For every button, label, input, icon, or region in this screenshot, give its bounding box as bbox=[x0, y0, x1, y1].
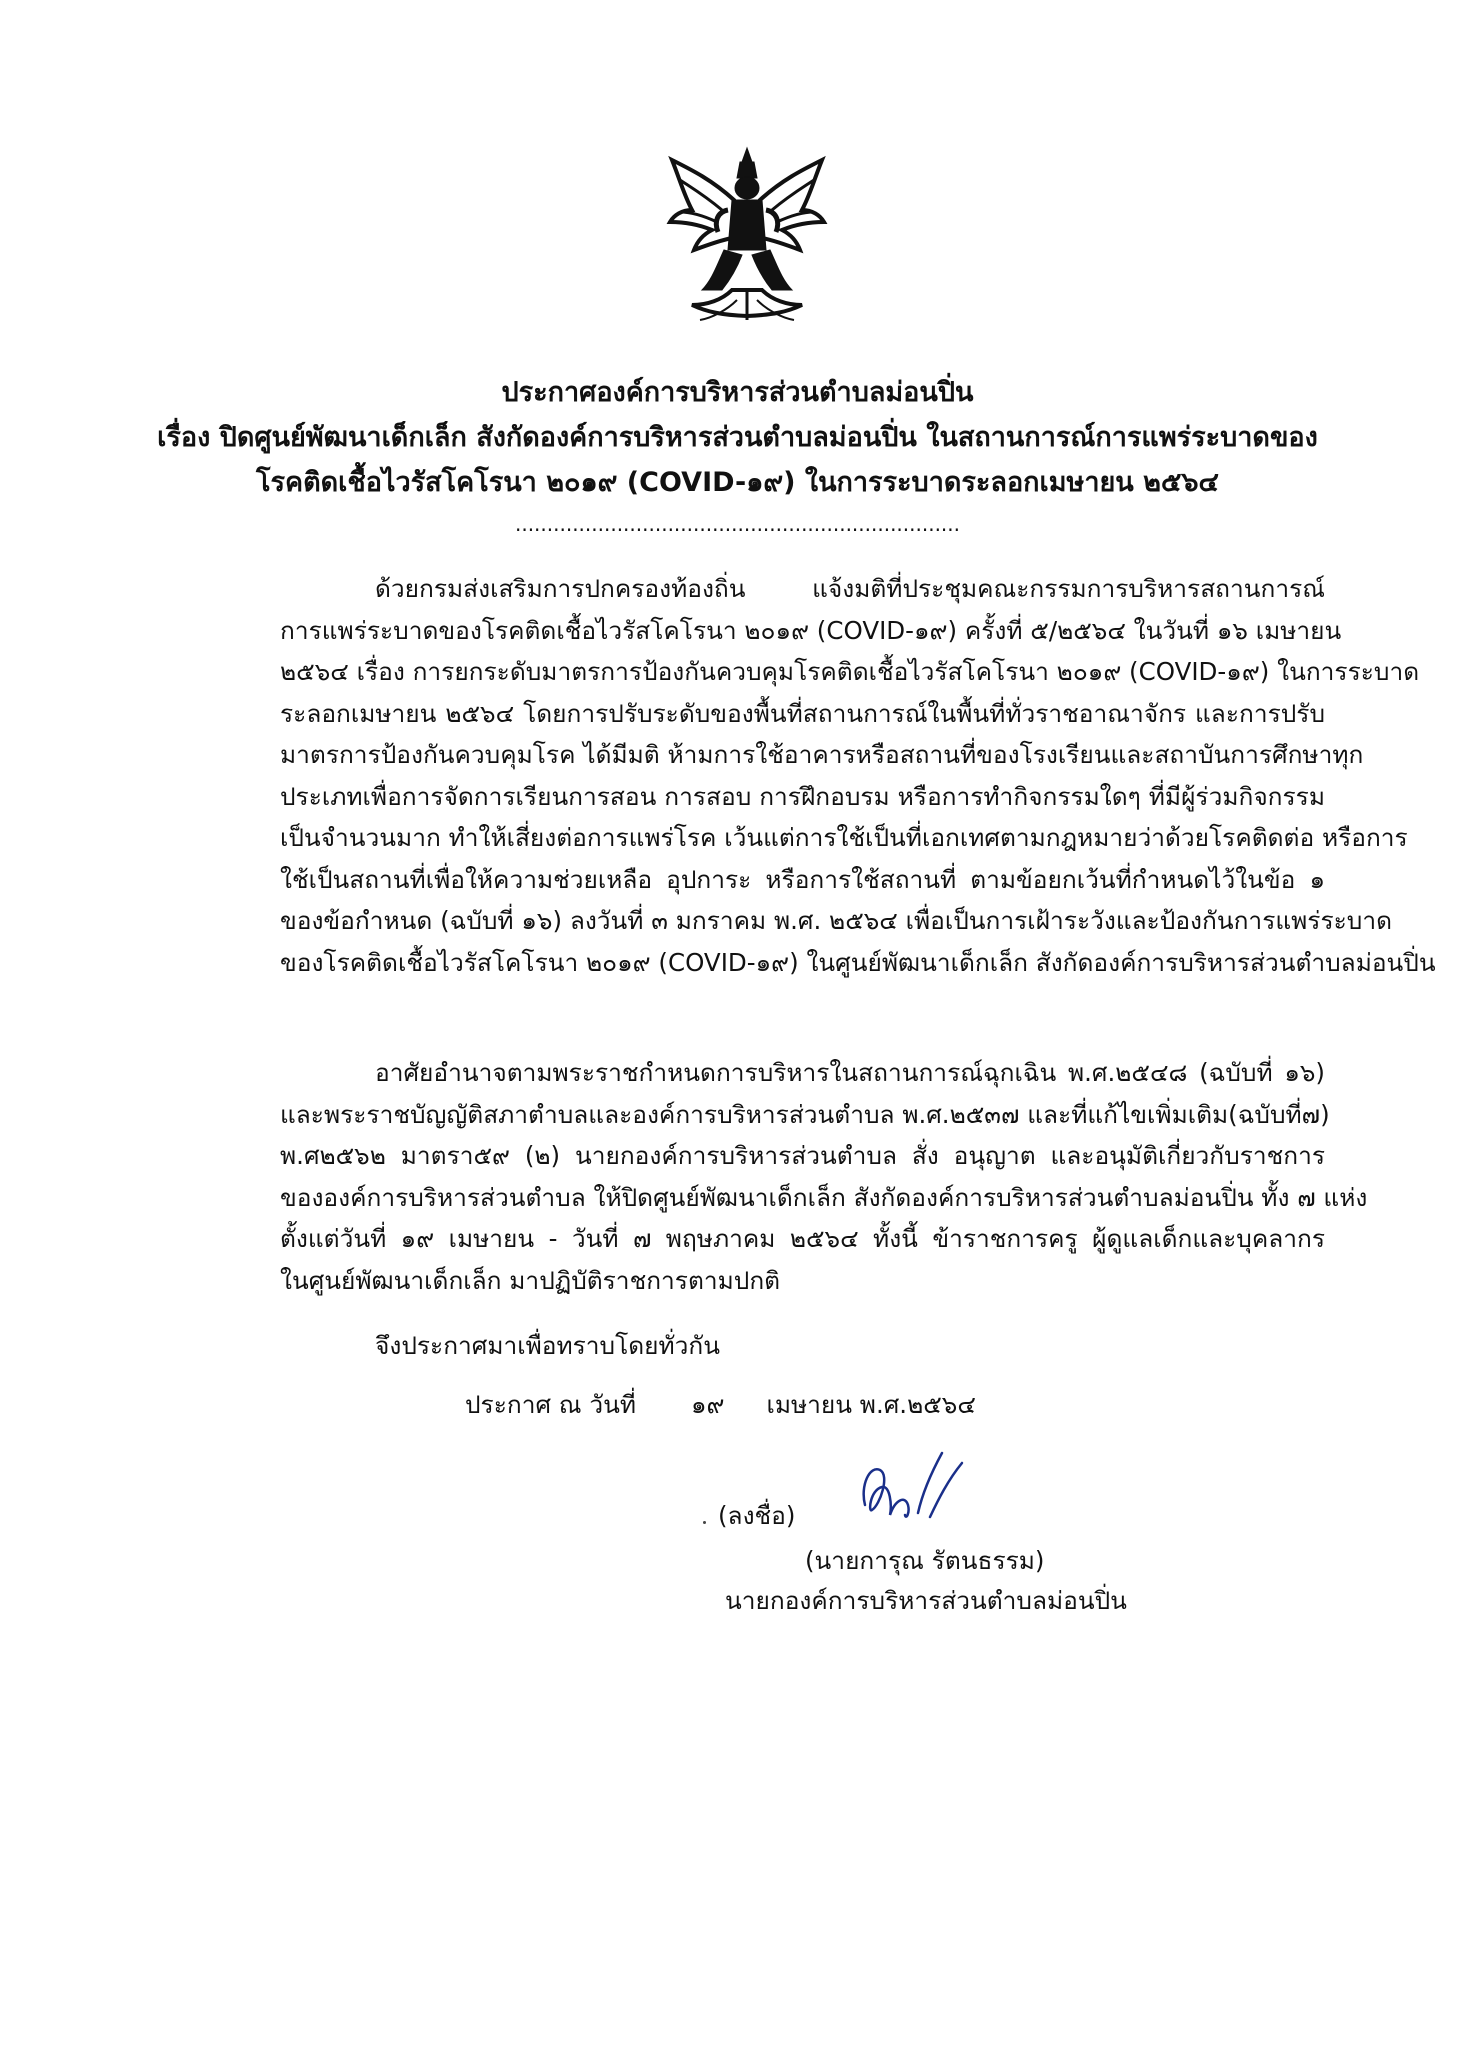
body-line: การแพร่ระบาดของโรคติดเชื้อไวรัสโคโรนา ๒๐๑๙ (COVID-๑๙) ครั้งที่ ๕/๒๕๖๔ ในวันที่ ๑๖ เมษายน bbox=[280, 615, 1342, 645]
date-prefix: ประกาศ ณ วันที่ bbox=[465, 1390, 636, 1419]
paragraph-1 bbox=[280, 568, 1436, 983]
body-line: พ.ศ๒๕๖๒ มาตรา๕๙ (๒) นายกองค์การบริหารส่วนตำบล สั่ง อนุญาต และอนุมัติเกี่ยวกับราชการ bbox=[280, 1141, 1325, 1170]
body-line: ของโรคติดเชื้อไวรัสโคโรนา ๒๐๑๙ (COVID-๑๙) ในศูนย์พัฒนาเด็กเล็ก สังกัดองค์การบริหารส่วนตำบลม่อนปิ่น bbox=[280, 947, 1436, 977]
announcement-date bbox=[465, 1384, 976, 1426]
body-line: ขององค์การบริหารส่วนตำบล ให้ปิดศูนย์พัฒนาเด็กเล็ก สังกัดองค์การบริหารส่วนตำบลม่อนปิ่น ทั้ง ๗ แห่ง bbox=[280, 1182, 1368, 1212]
body-line: ในศูนย์พัฒนาเด็กเล็ก มาปฏิบัติราชการตามปกติ bbox=[280, 1265, 781, 1295]
announcement-title bbox=[150, 370, 1325, 539]
garuda-emblem-icon bbox=[662, 140, 832, 325]
stray-dot bbox=[703, 1521, 706, 1524]
title-line: ประกาศองค์การบริหารส่วนตำบลม่อนปิ่น bbox=[501, 377, 974, 408]
title-line: โรคติดเชื้อไวรัสโคโรนา ๒๐๑๙ (COVID-๑๙) ในการระบาดระลอกเมษายน ๒๕๖๔ bbox=[256, 467, 1219, 498]
date-month-year: เมษายน พ.ศ.๒๕๖๔ bbox=[766, 1390, 976, 1419]
body-line: และพระราชบัญญัติสภาตำบลและองค์การบริหารส่วนตำบล พ.ศ.๒๕๓๗ และที่แก้ไขเพิ่มเติม(ฉบับที่๗) bbox=[280, 1099, 1330, 1129]
body-line: ๒๕๖๔ เรื่อง การยกระดับมาตรการป้องกันควบคุมโรคติดเชื้อไวรัสโคโรนา ๒๐๑๙ (COVID-๑๙) ในการระบาด bbox=[280, 657, 1420, 686]
closing-line: จึงประกาศมาเพื่อทราบโดยทั่วกัน bbox=[375, 1331, 721, 1360]
body-line: อาศัยอำนาจตามพระราชกำหนดการบริหารในสถานการณ์ฉุกเฉิน พ.ศ.๒๕๔๘ (ฉบับที่ ๑๖) bbox=[375, 1058, 1325, 1087]
title-line: เรื่อง ปิดศูนย์พัฒนาเด็กเล็ก สังกัดองค์การบริหารส่วนตำบลม่อนปิ่น ในสถานการณ์การแพร่ระบาดของ bbox=[157, 422, 1318, 453]
body-line: เป็นจำนวนมาก ทำให้เสี่ยงต่อการแพร่โรค เว้นแต่การใช้เป็นที่เอกเทศตามกฎหมายว่าด้วยโรคติดต่อ หรือการ bbox=[280, 823, 1408, 852]
signer-position: นายกองค์การบริหารส่วนตำบลม่อนปิ่น bbox=[725, 1586, 1127, 1615]
body-line: ตั้งแต่วันที่ ๑๙ เมษายน - วันที่ ๗ พฤษภาคม ๒๕๖๔ ทั้งนี้ ข้าราชการครู ผู้ดูแลเด็กและบุคลากร bbox=[280, 1224, 1325, 1253]
body-line: มาตรการป้องกันควบคุมโรค ได้มีมติ ห้ามการใช้อาคารหรือสถานที่ของโรงเรียนและสถาบันการศึกษาทุก bbox=[280, 740, 1364, 769]
body-line: ใช้เป็นสถานที่เพื่อให้ความช่วยเหลือ อุปการะ หรือการใช้สถานที่ ตามข้อยกเว้นที่กำหนดไว้ในข้อ ๑ bbox=[280, 864, 1325, 894]
signer-name: (นายการุณ รัตนธรรม) bbox=[805, 1546, 1045, 1575]
body-line: ด้วยกรมส่งเสริมการปกครองท้องถิ่น แจ้งมติที่ประชุมคณะกรรมการบริหารสถานการณ์ bbox=[375, 574, 1325, 603]
title-separator: ...................................................................... bbox=[514, 512, 961, 536]
signature-label: (ลงชื่อ) bbox=[718, 1501, 796, 1530]
handwritten-signature bbox=[850, 1445, 970, 1545]
paragraph-2 bbox=[280, 1052, 1368, 1301]
date-day: ๑๙ bbox=[690, 1390, 725, 1419]
body-line: ระลอกเมษายน ๒๕๖๔ โดยการปรับระดับของพื้นที่สถานการณ์ในพื้นที่ทั่วราชอาณาจักร และการปรับ bbox=[280, 698, 1325, 728]
body-line: ประเภทเพื่อการจัดการเรียนการสอน การสอบ การฝึกอบรม หรือการทำกิจกรรมใดๆ ที่มีผู้ร่วมกิจกรรม bbox=[280, 781, 1325, 811]
body-line: ของข้อกำหนด (ฉบับที่ ๑๖) ลงวันที่ ๓ มกราคม พ.ศ. ๒๕๖๔ เพื่อเป็นการเฝ้าระวังและป้องกันการแพร่ระบาด bbox=[280, 906, 1392, 935]
